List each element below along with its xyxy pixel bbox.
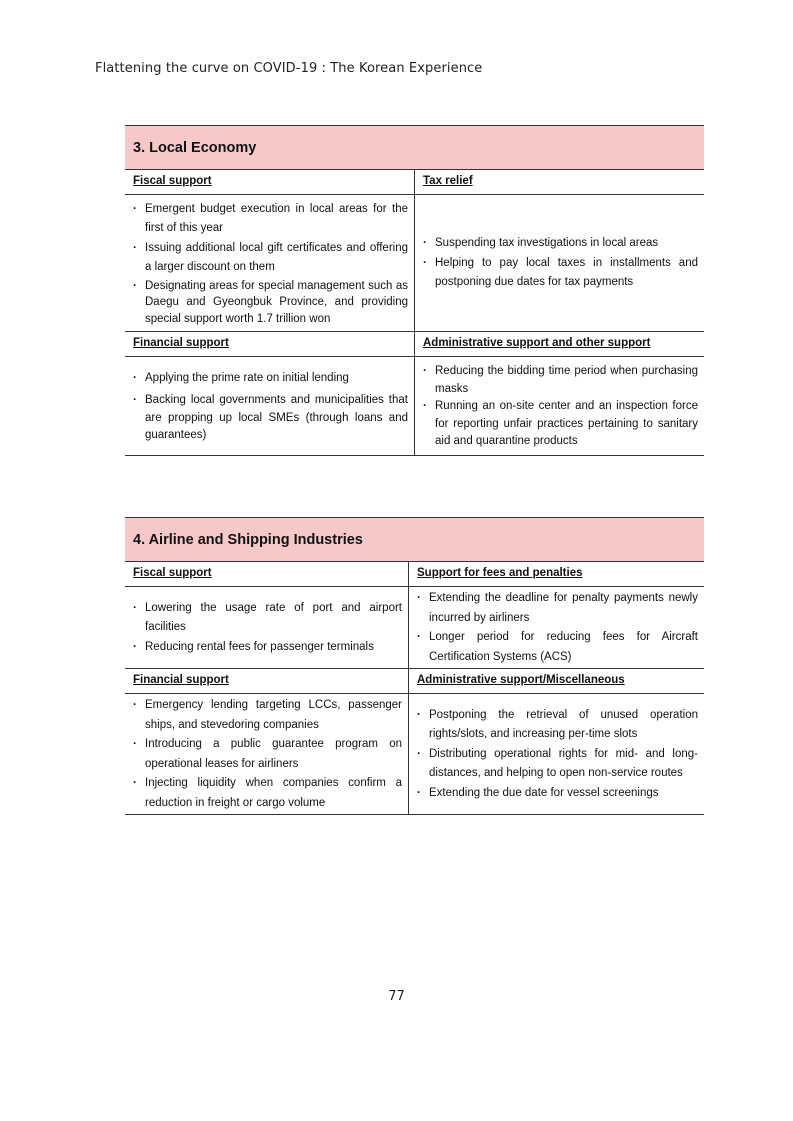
column-heading: Administrative support and other support [415, 332, 704, 357]
section-local-economy [125, 125, 704, 456]
column-heading: Administrative support/Miscellaneous [409, 669, 704, 694]
section-title: 3. Local Economy [125, 126, 704, 169]
column-heading: Support for fees and penalties [409, 562, 704, 587]
list-item: · Applying the prime rate on initial lending [131, 369, 408, 389]
section-airline-shipping [125, 517, 704, 815]
running-header: Flattening the curve on COVID-19 : The Korean Experience [95, 61, 483, 76]
list-item: · Extending the due date for vessel screenings [415, 784, 698, 804]
page-number: 77 [388, 989, 405, 1004]
list-item: · Longer period for reducing fees for Aircraft Certification Systems (ACS) [415, 628, 698, 667]
list-item: · Suspending tax investigations in local areas [421, 234, 698, 254]
column-heading: Tax relief [415, 170, 704, 195]
list-item: · Issuing additional local gift certificates and offering a larger discount on them [131, 239, 408, 278]
cell-administrative-misc [409, 694, 704, 815]
list-item: · Emergency lending targeting LCCs, passenger ships, and stevedoring companies [131, 696, 402, 735]
cell-financial-support [125, 357, 415, 456]
column-heading: Fiscal support [125, 562, 409, 587]
list-item: · Designating areas for special management such as Daegu and Gyeongbuk Province, and providing special support worth 1.7 trillion won [131, 278, 408, 328]
list-item: · Backing local governments and municipalities that are propping up local SMEs (through loans and guarantees) [131, 392, 408, 445]
cell-fiscal-support [125, 587, 409, 669]
section-title: 4. Airline and Shipping Industries [125, 518, 704, 561]
cell-administrative-support [415, 357, 704, 456]
cell-financial-support [125, 694, 409, 815]
list-item: · Emergent budget execution in local areas for the first of this year [131, 200, 408, 239]
list-item: · Introducing a public guarantee program on operational leases for airliners [131, 735, 402, 774]
cell-fiscal-support [125, 195, 415, 332]
list-item: · Distributing operational rights for mid- and long-distances, and helping to open non-service routes [415, 745, 698, 784]
cell-tax-relief [415, 195, 704, 332]
list-item: · Reducing the bidding time period when purchasing masks [421, 362, 698, 398]
list-item: · Postponing the retrieval of unused operation rights/slots, and increasing per-time slots [415, 706, 698, 745]
list-item: · Injecting liquidity when companies confirm a reduction in freight or cargo volume [131, 774, 402, 813]
list-item: · Running an on-site center and an inspection force for reporting unfair practices pertaining to sanitary aid and quarantine products [421, 398, 698, 451]
list-item: · Lowering the usage rate of port and airport facilities [131, 599, 402, 638]
list-item: · Extending the deadline for penalty payments newly incurred by airliners [415, 589, 698, 628]
column-heading: Financial support [125, 669, 409, 694]
column-heading: Financial support [125, 332, 415, 357]
cell-fees-penalties [409, 587, 704, 669]
column-heading: Fiscal support [125, 170, 415, 195]
list-item: · Reducing rental fees for passenger terminals [131, 638, 402, 658]
list-item: · Helping to pay local taxes in installments and postponing due dates for tax payments [421, 254, 698, 293]
